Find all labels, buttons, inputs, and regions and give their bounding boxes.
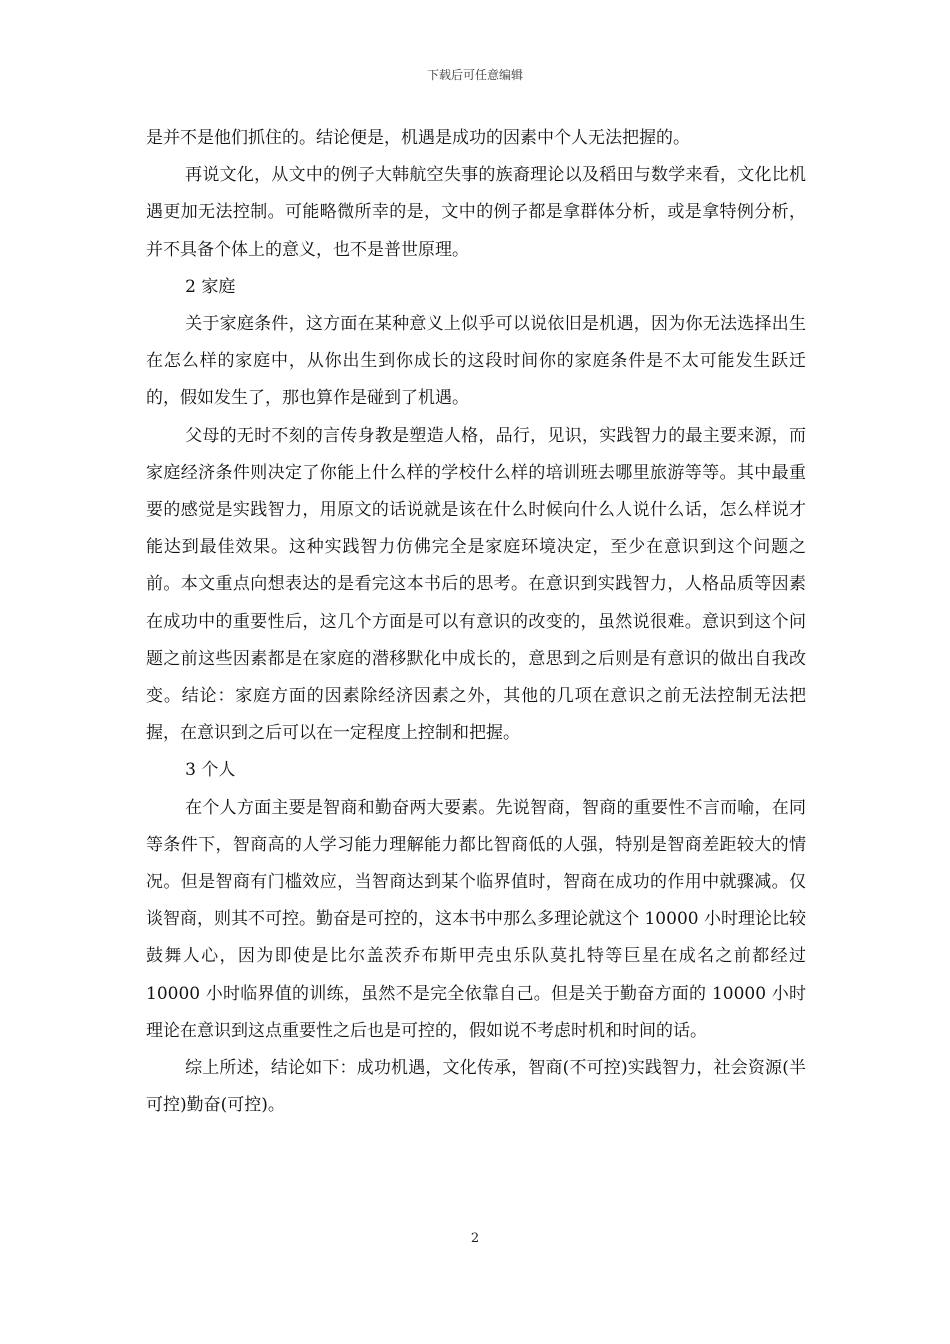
paragraph-conclusion: 综上所述，结论如下：成功机遇，文化传承，智商(不可控)实践智力，社会资源(半可控)勤奋(可控)。 bbox=[146, 1058, 806, 1116]
paragraph-culture: 再说文化，从文中的例子大韩航空失事的族裔理论以及稻田与数学来看，文化比机遇更加无法控制。可能略微所幸的是，文中的例子都是拿群体分析，或是拿特例分析，并不具备个体上的意义，也不是普世原理。 bbox=[146, 165, 806, 260]
page-header: 下载后可任意编辑 bbox=[426, 68, 523, 82]
page-number: 2 bbox=[470, 1231, 480, 1246]
document-body bbox=[146, 120, 806, 1124]
paragraph-parents: 父母的无时不刻的言传身教是塑造人格，品行，见识，实践智力的最主要来源，而家庭经济条件则决定了你能上什么样的学校什么样的培训班去哪里旅游等等。其中最重要的感觉是实践智力，用原文的话说就是该在什么时候向什么人说什么话，怎么样说才能达到最佳效果。这种实践智力仿佛完全是家庭环境决定，至少在意识到这个问题之前。本文重点向想表达的是看完这本书后的思考。在意识到实践智力，人格品质等因素在成功中的重要性后，这几个方面是可以有意识的改变的，虽然说很难。意识到这个问题之前这些因素都是在家庭的潜移默化中成长的，意思到之后则是有意识的做出自我改变。结论：家庭方面的因素除经济因素之外，其他的几项在意识之前无法控制无法把握，在意识到之后可以在一定程度上控制和把握。 bbox=[146, 425, 806, 744]
paragraph-individual: 在个人方面主要是智商和勤奋两大要素。先说智商，智商的重要性不言而喻，在同等条件下，智商高的人学习能力理解能力都比智商低的人强，特别是智商差距较大的情况。但是智商有门槛效应，当智商达到某个临界值时，智商在成功的作用中就骤减。仅谈智商，则其不可控。勤奋是可控的，这本书中那么多理论就这个 10000 小时理论比较鼓舞人心，因为即使是比尔盖茨乔布斯甲壳虫乐队莫扎特等巨星在成名之前都经过 10000 小时临界值的训练，虽然不是完全依靠自己。但是关于勤奋方面的 10000 小时理论在意识到这点重要性之后也是可控的，假如说不考虑时机和时间的话。 bbox=[146, 797, 806, 1041]
paragraph-continuation: 是并不是他们抓住的。结论便是，机遇是成功的因素中个人无法把握的。 bbox=[146, 128, 690, 148]
section-heading-family: 2 家庭 bbox=[185, 276, 236, 297]
paragraph-family-conditions: 关于家庭条件，这方面在某种意义上似乎可以说依旧是机遇，因为你无法选择出生在怎么样的家庭中，从你出生到你成长的这段时间你的家庭条件是不太可能发生跃迁的，假如发生了，那也算作是碰到了机遇。 bbox=[146, 314, 806, 409]
section-heading-individual: 3 个人 bbox=[185, 760, 236, 781]
